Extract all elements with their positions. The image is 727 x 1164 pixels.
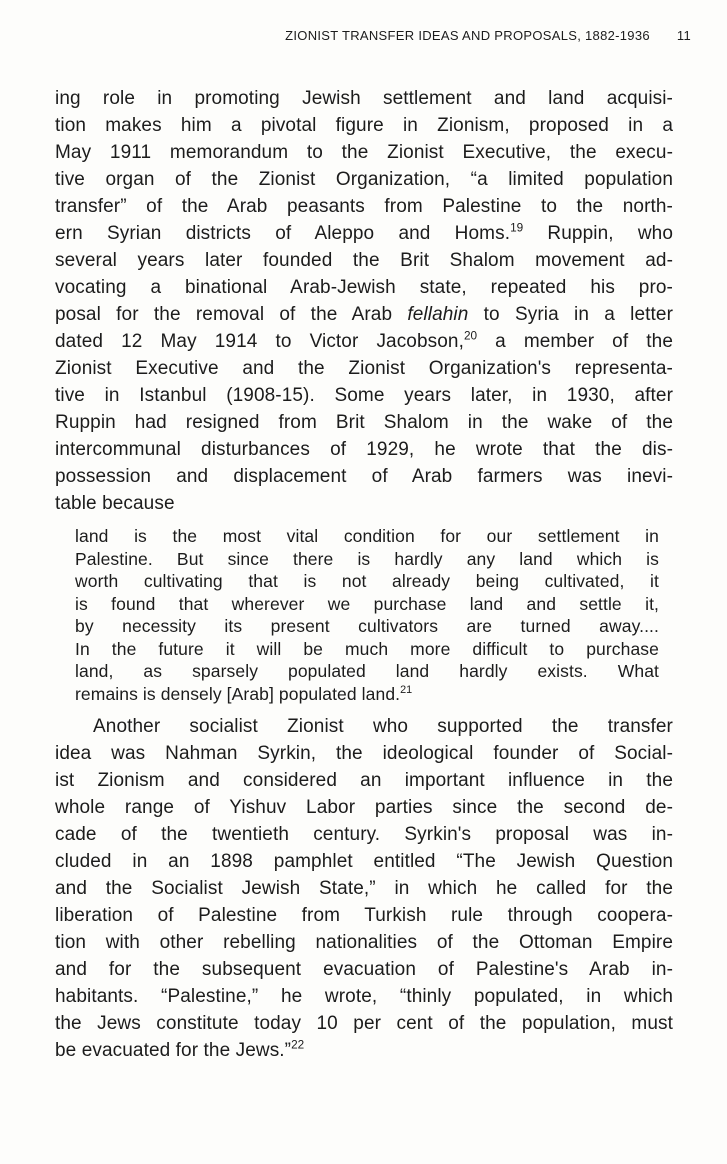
text-segment: be evacuated for the Jews.” — [55, 1040, 292, 1061]
text-line — [75, 525, 659, 548]
text-line — [55, 247, 673, 274]
text-line — [55, 139, 673, 166]
text-line — [55, 301, 673, 328]
text-segment: ing role in promoting Jewish settlement and land acquisi- — [55, 88, 673, 109]
text-line — [55, 794, 673, 821]
footnote-reference: 20 — [463, 329, 478, 343]
text-segment: idea was Nahman Syrkin, the ideological founder of Social- — [55, 743, 673, 764]
text-line — [55, 1037, 673, 1064]
text-segment: vocating a binational Arab-Jewish state, repeated his pro- — [55, 277, 673, 298]
text-line — [75, 548, 659, 571]
text-segment: tion makes him a pivotal figure in Zionism, proposed in a — [55, 115, 673, 136]
text-line — [55, 848, 673, 875]
text-line — [55, 713, 673, 740]
text-segment: worth cultivating that is not already being cultivated, it — [75, 571, 659, 591]
text-line — [55, 821, 673, 848]
text-line — [55, 875, 673, 902]
text-line — [55, 436, 673, 463]
text-segment: intercommunal disturbances of 1929, he wrote that the dis- — [55, 439, 673, 460]
text-segment: cade of the twentieth century. Syrkin's proposal was in- — [55, 824, 673, 845]
text-line — [55, 355, 673, 382]
text-segment: land is the most vital condition for our settlement in — [75, 526, 659, 546]
running-header-title: ZIONIST TRANSFER IDEAS AND PROPOSALS, 1882-1936 — [285, 28, 650, 43]
text-segment: to Syria in a letter — [468, 304, 673, 325]
paragraph — [55, 713, 673, 1064]
text-segment: tive in Istanbul (1908-15). Some years later, in 1930, after — [55, 385, 673, 406]
text-segment: Zionist Executive and the Zionist Organization's representa- — [55, 358, 673, 379]
text-line — [55, 929, 673, 956]
text-line — [55, 274, 673, 301]
text-line — [55, 902, 673, 929]
text-segment: a member of the — [477, 331, 673, 352]
text-segment: several years later founded the Brit Shalom movement ad- — [55, 250, 673, 271]
page-number: 11 — [676, 28, 691, 43]
text-line — [55, 956, 673, 983]
text-segment: In the future it will be much more difficult to purchase — [75, 638, 659, 659]
text-segment: ern Syrian districts of Aleppo and Homs. — [55, 223, 511, 244]
text-segment: table because — [55, 493, 175, 514]
text-segment: cluded in an 1898 pamphlet entitled “The Jewish Question — [55, 851, 673, 872]
text-segment: is found that wherever we purchase land and settle it, — [75, 593, 659, 614]
text-line — [55, 193, 673, 220]
text-line — [55, 740, 673, 767]
text-segment: possession and displacement of Arab farmers was inevi- — [55, 466, 673, 487]
text-line — [55, 166, 673, 193]
text-segment: Another socialist Zionist who supported the transfer — [93, 716, 673, 737]
text-line — [55, 85, 673, 112]
text-line — [55, 409, 673, 436]
running-header — [55, 28, 691, 43]
text-segment: whole range of Yishuv Labor parties since the second de- — [55, 797, 673, 818]
text-line — [75, 638, 659, 661]
text-line — [75, 593, 659, 616]
footnote-reference: 21 — [400, 683, 413, 696]
text-line — [75, 570, 659, 593]
text-line — [55, 112, 673, 139]
text-line — [55, 1010, 673, 1037]
text-column — [55, 85, 673, 1064]
text-line — [75, 660, 659, 683]
text-segment: Ruppin had resigned from Brit Shalom in the wake of the — [55, 412, 673, 433]
text-segment: liberation of Palestine from Turkish rule through coopera- — [55, 905, 673, 926]
text-line — [75, 683, 659, 706]
text-line — [55, 463, 673, 490]
block-quote — [75, 525, 659, 705]
text-segment: ist Zionism and considered an important influence in the — [55, 770, 673, 791]
footnote-reference: 22 — [291, 1038, 305, 1052]
text-line — [55, 328, 673, 355]
text-segment: remains is densely [Arab] populated land. — [75, 683, 401, 704]
italic-term: fellahin — [407, 304, 469, 325]
text-segment: land, as sparsely populated land hardly exists. What — [75, 661, 659, 681]
text-segment: habitants. “Palestine,” he wrote, “thinly populated, in which — [55, 986, 673, 1007]
text-segment: May 1911 memorandum to the Zionist Executive, the execu- — [55, 142, 673, 163]
text-segment: tion with other rebelling nationalities of the Ottoman Empire — [55, 932, 673, 953]
text-segment: tive organ of the Zionist Organization, “a limited population — [55, 169, 673, 190]
text-line — [55, 490, 673, 517]
text-segment: Ruppin, who — [523, 223, 674, 244]
text-segment: posal for the removal of the Arab — [55, 304, 408, 325]
text-segment: transfer” of the Arab peasants from Palestine to the north- — [55, 196, 673, 217]
text-segment: the Jews constitute today 10 per cent of the population, must — [55, 1013, 673, 1034]
text-segment: and for the subsequent evacuation of Palestine's Arab in- — [55, 959, 673, 980]
footnote-reference: 19 — [510, 221, 524, 235]
text-segment: dated 12 May 1914 to Victor Jacobson, — [55, 331, 464, 352]
text-segment: by necessity its present cultivators are turned away.... — [75, 616, 659, 636]
text-line — [55, 220, 673, 247]
text-segment: Palestine. But since there is hardly any land which is — [75, 548, 659, 569]
text-line — [55, 382, 673, 409]
text-line — [75, 615, 659, 638]
text-line — [55, 983, 673, 1010]
text-line — [55, 767, 673, 794]
paragraph — [55, 85, 673, 517]
text-segment: and the Socialist Jewish State,” in which he called for the — [55, 878, 673, 899]
